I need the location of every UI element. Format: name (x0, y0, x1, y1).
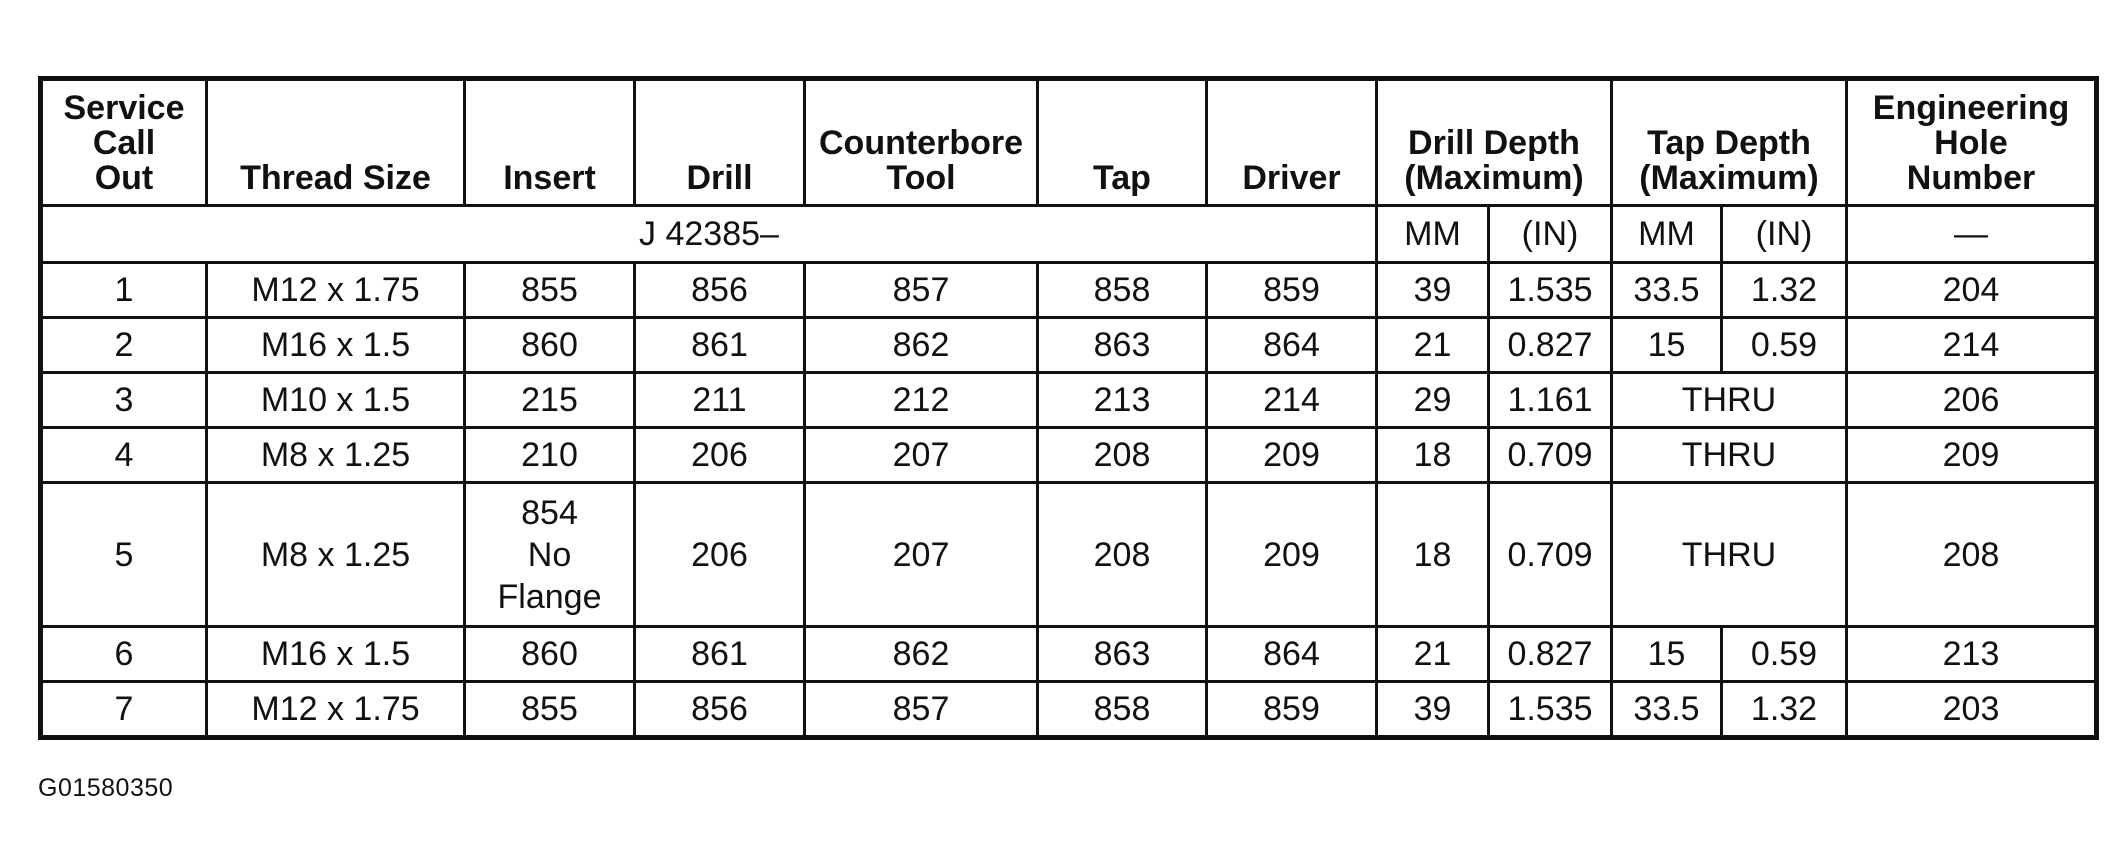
insert-cell (465, 318, 635, 373)
tap-depth-in-cell: 0.59 (1722, 627, 1847, 682)
call-out-cell: 4 (41, 428, 207, 483)
drill-depth-mm-cell: 21 (1377, 318, 1489, 373)
header-tap: Tap (1038, 79, 1207, 206)
header-line: Call (92, 124, 156, 162)
header-line: Tool (886, 159, 956, 197)
drill-depth-mm-cell: 39 (1377, 263, 1489, 318)
insert-line: 860 (521, 635, 578, 673)
tap-depth-thru-cell: THRU (1612, 483, 1847, 627)
tap-cell: 208 (1038, 483, 1207, 627)
tap-cell: 863 (1038, 627, 1207, 682)
call-out-cell: 2 (41, 318, 207, 373)
tap-depth-in-cell: 1.32 (1722, 682, 1847, 738)
drill-depth-in-cell: 0.709 (1489, 428, 1612, 483)
drill-cell: 861 (635, 318, 805, 373)
hole-number-cell: 214 (1847, 318, 2097, 373)
thread-size-cell: M8 x 1.25 (207, 483, 465, 627)
counterbore-cell: 207 (805, 428, 1038, 483)
hole-number-placeholder: — (1847, 206, 2097, 263)
drill-cell: 861 (635, 627, 805, 682)
drill-depth-in-cell: 1.161 (1489, 373, 1612, 428)
counterbore-cell: 207 (805, 483, 1038, 627)
tool-spec-table (38, 76, 2099, 740)
tap-depth-thru-cell: THRU (1612, 373, 1847, 428)
table-row (41, 318, 2097, 373)
thread-size-cell: M8 x 1.25 (207, 428, 465, 483)
tap-cell: 213 (1038, 373, 1207, 428)
insert-line: Flange (497, 577, 602, 616)
driver-cell: 209 (1207, 483, 1377, 627)
hole-number-cell: 209 (1847, 428, 2097, 483)
tap-depth-in-unit: (IN) (1722, 206, 1847, 263)
header-tap-depth (1612, 79, 1847, 206)
insert-line: 860 (521, 326, 578, 364)
header-line: (Maximum) (1639, 159, 1819, 197)
table-row (41, 373, 2097, 428)
header-thread-size: Thread Size (207, 79, 465, 206)
thread-size-cell: M10 x 1.5 (207, 373, 465, 428)
tap-cell: 208 (1038, 428, 1207, 483)
tool-number-row (41, 206, 2097, 263)
tap-depth-in-cell: 0.59 (1722, 318, 1847, 373)
header-engineering-hole-number (1847, 79, 2097, 206)
drill-cell: 856 (635, 263, 805, 318)
driver-cell: 864 (1207, 627, 1377, 682)
header-line: Number (1906, 159, 2036, 197)
insert-line: 854 (521, 493, 578, 532)
thread-size-cell: M12 x 1.75 (207, 263, 465, 318)
header-counterbore-tool (805, 79, 1038, 206)
table-row (41, 682, 2097, 738)
drill-depth-mm-cell: 39 (1377, 682, 1489, 738)
tap-depth-mm-cell: 15 (1612, 627, 1722, 682)
tap-cell: 858 (1038, 682, 1207, 738)
hole-number-cell: 208 (1847, 483, 2097, 627)
insert-cell (465, 373, 635, 428)
drill-cell: 856 (635, 682, 805, 738)
counterbore-cell: 862 (805, 627, 1038, 682)
drill-cell: 206 (635, 428, 805, 483)
insert-cell (465, 483, 635, 627)
hole-number-cell: 204 (1847, 263, 2097, 318)
counterbore-cell: 212 (805, 373, 1038, 428)
drill-depth-mm-cell: 18 (1377, 483, 1489, 627)
counterbore-cell: 862 (805, 318, 1038, 373)
thread-size-cell: M16 x 1.5 (207, 318, 465, 373)
thread-size-cell: M12 x 1.75 (207, 682, 465, 738)
driver-cell: 859 (1207, 682, 1377, 738)
driver-cell: 214 (1207, 373, 1377, 428)
tool-prefix-cell: J 42385– (41, 206, 1377, 263)
counterbore-cell: 857 (805, 263, 1038, 318)
header-line: Tap Depth (1647, 124, 1811, 162)
tap-depth-mm-cell: 15 (1612, 318, 1722, 373)
header-line: Counterbore (819, 124, 1023, 162)
table-row (41, 627, 2097, 682)
drill-depth-in-cell: 0.827 (1489, 318, 1612, 373)
tap-depth-in-cell: 1.32 (1722, 263, 1847, 318)
figure-id: G01580350 (38, 774, 174, 802)
insert-line: 210 (521, 436, 578, 474)
insert-cell (465, 428, 635, 483)
table-row (41, 428, 2097, 483)
drill-depth-mm-cell: 21 (1377, 627, 1489, 682)
driver-cell: 864 (1207, 318, 1377, 373)
insert-line: No (527, 535, 572, 574)
insert-line: 215 (521, 381, 578, 419)
tap-cell: 863 (1038, 318, 1207, 373)
insert-cell (465, 682, 635, 738)
call-out-cell: 6 (41, 627, 207, 682)
hole-number-cell: 206 (1847, 373, 2097, 428)
insert-cell (465, 627, 635, 682)
drill-depth-in-cell: 0.709 (1489, 483, 1612, 627)
insert-line: 855 (521, 690, 578, 728)
counterbore-cell: 857 (805, 682, 1038, 738)
hole-number-cell: 203 (1847, 682, 2097, 738)
hole-number-cell: 213 (1847, 627, 2097, 682)
tap-depth-thru-cell: THRU (1612, 428, 1847, 483)
header-line: Drill Depth (1408, 124, 1580, 162)
tap-depth-mm-cell: 33.5 (1612, 682, 1722, 738)
drill-cell: 211 (635, 373, 805, 428)
insert-cell (465, 263, 635, 318)
tap-depth-mm-unit: MM (1612, 206, 1722, 263)
call-out-cell: 7 (41, 682, 207, 738)
tap-depth-mm-cell: 33.5 (1612, 263, 1722, 318)
drill-cell: 206 (635, 483, 805, 627)
call-out-cell: 1 (41, 263, 207, 318)
call-out-cell: 5 (41, 483, 207, 627)
drill-depth-in-cell: 0.827 (1489, 627, 1612, 682)
thread-size-cell: M16 x 1.5 (207, 627, 465, 682)
drill-depth-in-unit: (IN) (1489, 206, 1612, 263)
driver-cell: 209 (1207, 428, 1377, 483)
header-drill-depth (1377, 79, 1612, 206)
drill-depth-mm-cell: 18 (1377, 428, 1489, 483)
header-insert: Insert (465, 79, 635, 206)
call-out-cell: 3 (41, 373, 207, 428)
drill-depth-in-cell: 1.535 (1489, 263, 1612, 318)
table-row (41, 483, 2097, 627)
header-service-call-out (41, 79, 207, 206)
header-row (41, 79, 2097, 206)
header-line: (Maximum) (1404, 159, 1584, 197)
table-row (41, 263, 2097, 318)
driver-cell: 859 (1207, 263, 1377, 318)
tap-cell: 858 (1038, 263, 1207, 318)
header-line: Service (63, 89, 185, 127)
header-line: Hole (1934, 124, 2008, 162)
header-driver: Driver (1207, 79, 1377, 206)
header-line: Engineering (1872, 89, 2070, 127)
header-line: Out (94, 159, 154, 197)
header-drill: Drill (635, 79, 805, 206)
drill-depth-mm-unit: MM (1377, 206, 1489, 263)
drill-depth-mm-cell: 29 (1377, 373, 1489, 428)
drill-depth-in-cell: 1.535 (1489, 682, 1612, 738)
insert-line: 855 (521, 271, 578, 309)
